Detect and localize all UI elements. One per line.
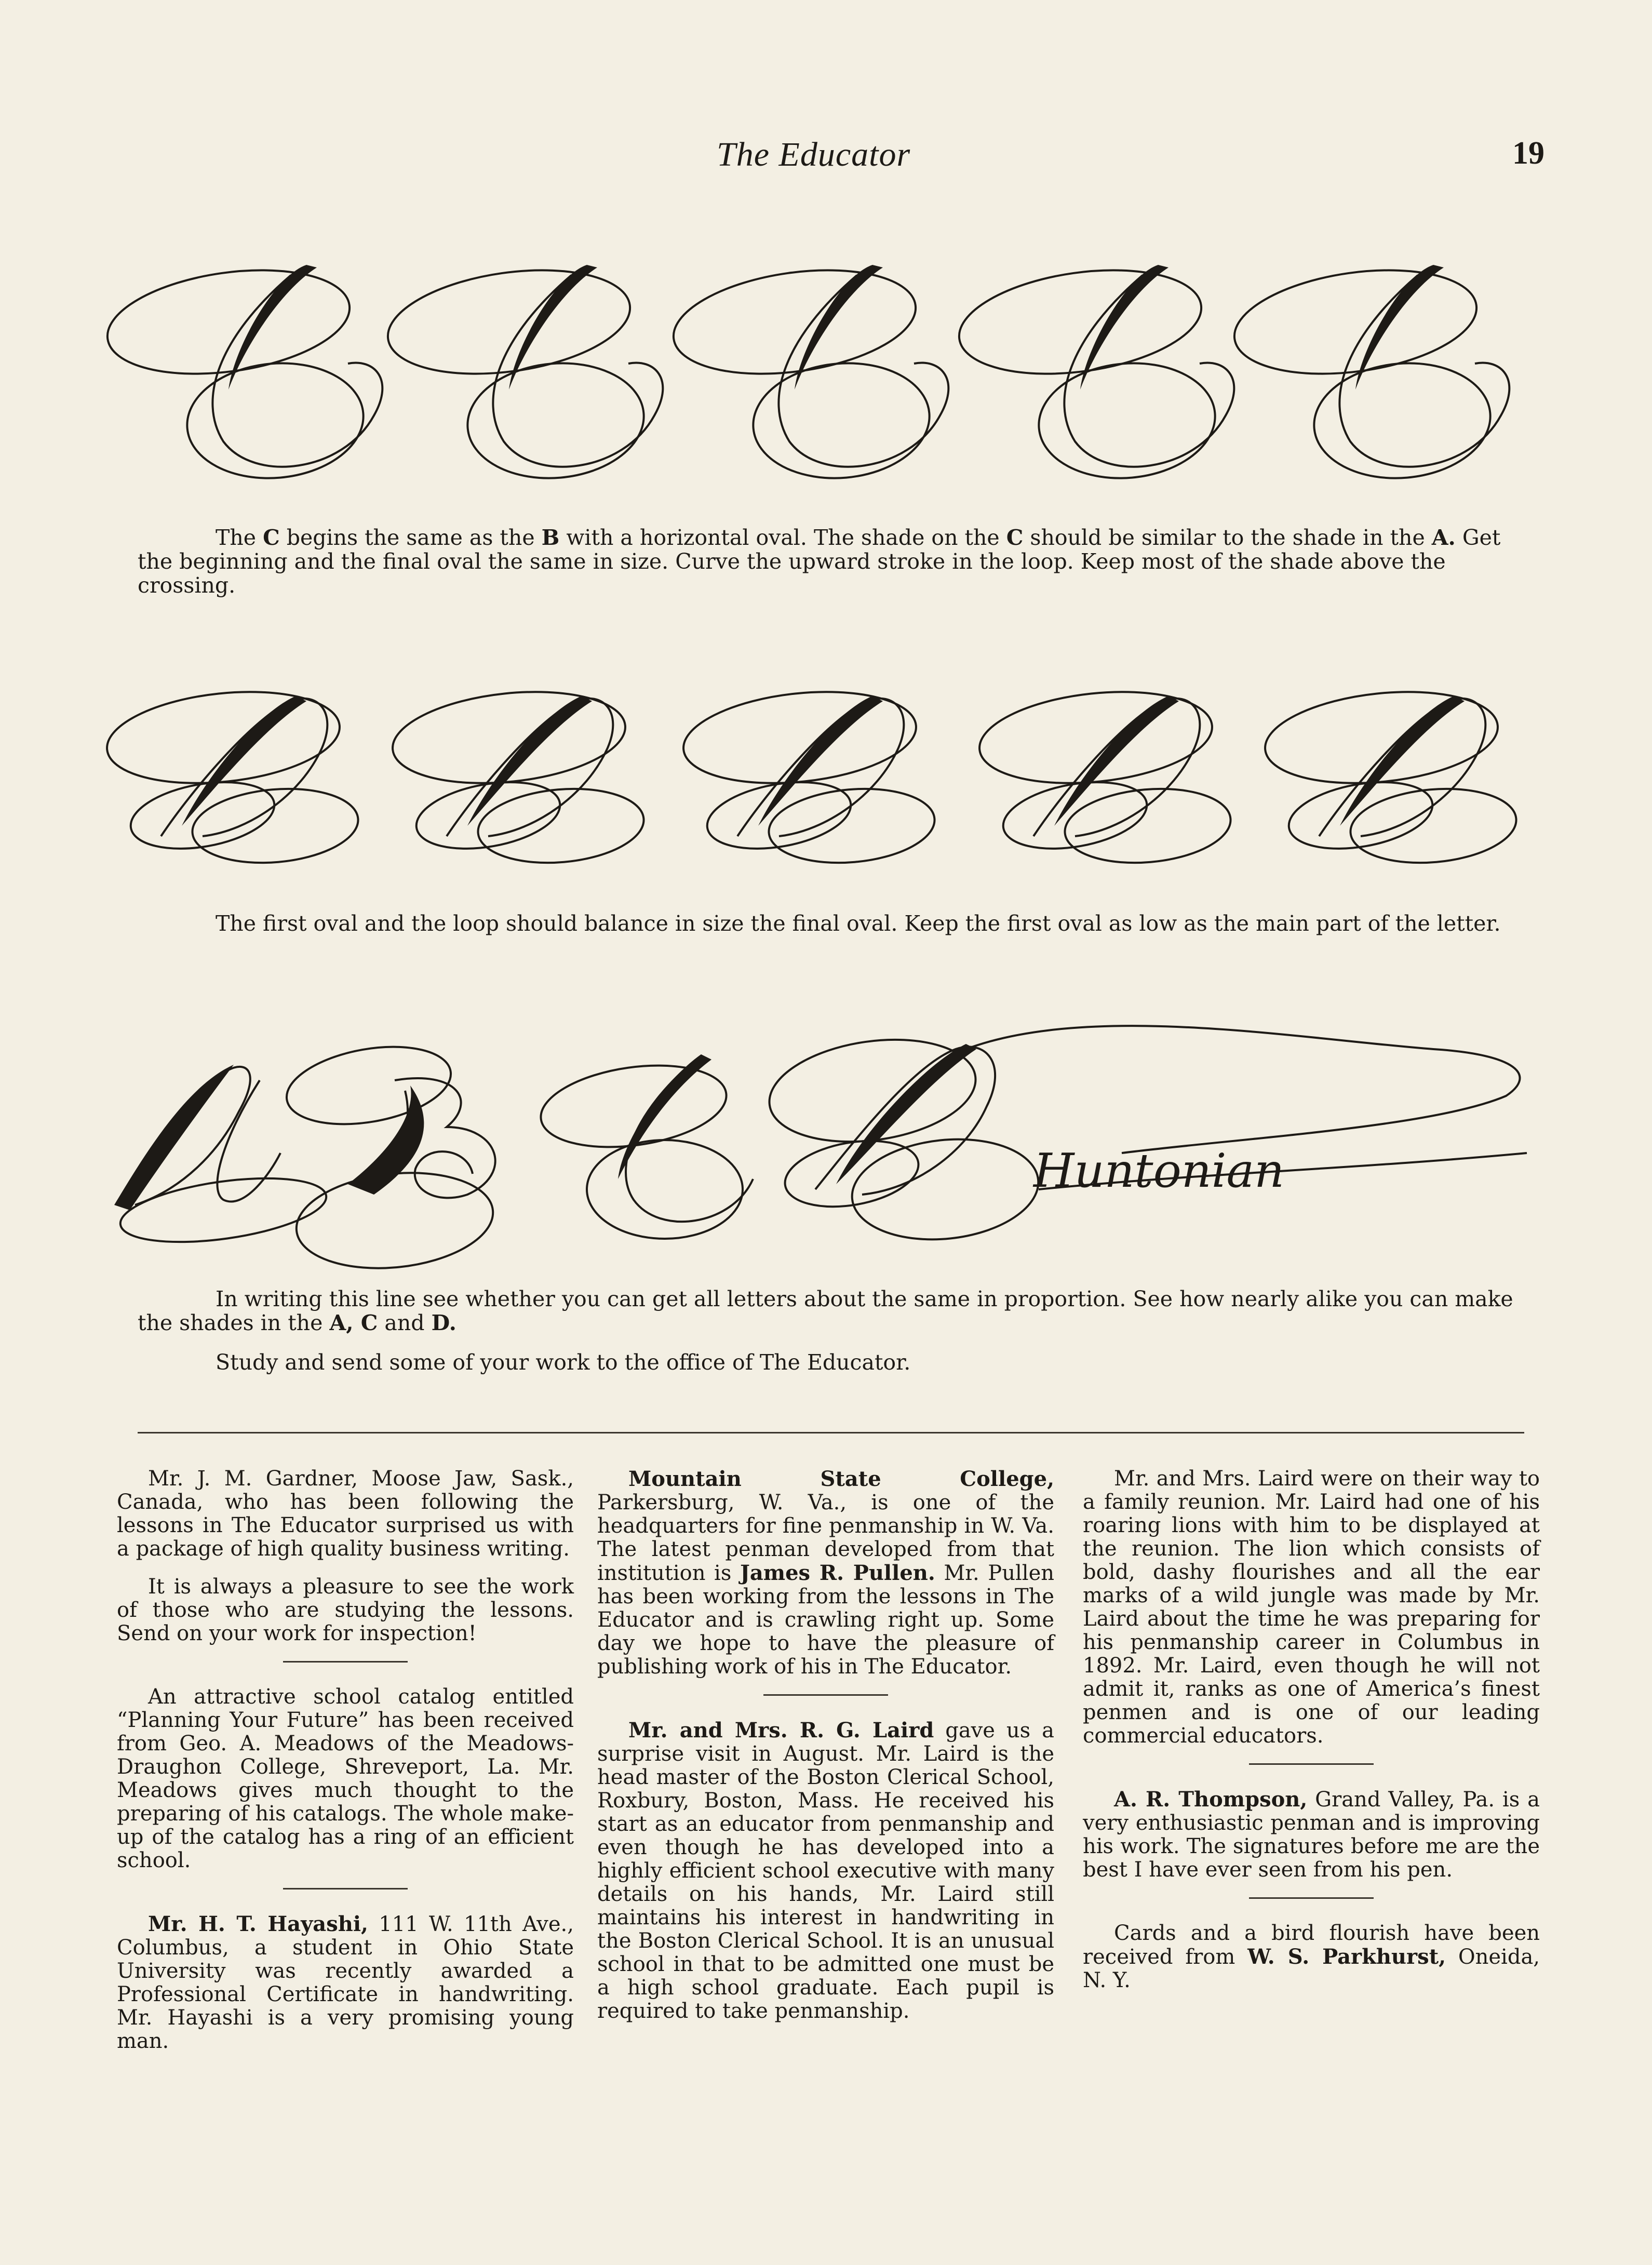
abcd-row-svg xyxy=(104,1018,1548,1283)
parkhurst-note xyxy=(1083,1922,1540,1992)
c-letter-a: A. xyxy=(1431,525,1456,550)
capital-d-specimen-line xyxy=(763,1027,1043,1248)
parkhurst-text-1: Cards and a bird flourish have been received from xyxy=(1083,1921,1540,1969)
thompson-name: A. R. Thompson, xyxy=(1114,1787,1308,1812)
catalog-note: An attractive school catalog entitled “Planning Your Future” has been received from Geo. A. Meadows of the Meadows-Draughon College, Shreveport, La. Mr. Meadows gives much thought to the preparing of his catalogs. The whole make-up of the catalog has a ring of an efficient school. xyxy=(117,1685,574,1872)
huntonian-script-word: Huntonian xyxy=(1033,1144,1285,1198)
c-text-3: with a horizontal oval. The shade on the xyxy=(559,525,1006,550)
page-header xyxy=(0,130,1652,192)
laird-note xyxy=(597,1719,1054,2023)
laird-name: Mr. and Mrs. R. G. Laird xyxy=(628,1718,934,1743)
study-note: Study and send some of your work to the office of The Educator. xyxy=(216,1350,911,1375)
gardner-note: Mr. J. M. Gardner, Moose Jaw, Sask., Canada, who has been following the lessons in The Educator surprised us with a package of high quality business writing. xyxy=(117,1467,574,1561)
pleasure-note: It is always a pleasure to see the work of those who are studying the lessons. Send on your work for inspection! xyxy=(117,1575,574,1645)
capital-d-specimens xyxy=(104,670,1548,893)
capital-d-specimen-4 xyxy=(975,681,1233,869)
capital-c-row-svg xyxy=(104,244,1548,504)
capital-d-instructions: The first oval and the loop should balance in size the final oval. Keep the first oval as low as the main part of the letter. xyxy=(216,911,1501,936)
c-text-5: Get the beginning and the final oval the same in size. Curve the upward stroke in the loop. Keep most of the shade above the crossing. xyxy=(138,525,1501,598)
reunion-note: Mr. and Mrs. Laird were on their way to a family reunion. Mr. Laird had one of his roaring lions with him to be displayed at the reunion. The lion which consists of bold, dashy flourishes and all the ear marks of a wild jungle was made by Mr. Laird about the time he was preparing for his penmanship career in Columbus in 1892. Mr. Laird, even though he will not admit it, ranks as one of America’s finest penmen and is one of our leading commercial educators. xyxy=(1083,1467,1540,1748)
capital-c-specimen-3 xyxy=(667,256,948,485)
hayashi-note xyxy=(117,1912,574,2053)
c-letter-c-2: C xyxy=(1006,525,1024,550)
c-text-4: should be similar to the shade in the xyxy=(1023,525,1432,550)
capital-d-specimen-3 xyxy=(679,681,937,869)
capital-c-instructions xyxy=(138,526,1529,597)
laird-text: gave us a surprise visit in August. Mr. Laird is the head master of the Boston Clerical School, Roxbury, Boston, Mass. He received his start as an educator from penmanship and even though he has developed into a highly efficient school executive with many details on his hands, Mr. Laird still maintains his interest in handwriting in the Boston Clerical School. It is an unusual school in that to be admitted one must be a high school graduate. Each pupil is required to take penmanship. xyxy=(597,1719,1054,2023)
line-text-1: In writing this line see whether you can get all letters about the same in proportion. See how nearly alike you can make the shades in the xyxy=(138,1286,1513,1335)
column-divider xyxy=(283,1661,408,1663)
column-divider xyxy=(763,1694,888,1696)
abcd-instructions xyxy=(138,1287,1529,1335)
column-divider xyxy=(283,1888,408,1889)
c-text-1: The xyxy=(216,525,263,550)
capital-c-specimen-line xyxy=(535,1055,753,1239)
news-column-3 xyxy=(1083,1467,1540,2007)
news-column-1 xyxy=(117,1467,574,2068)
thompson-note xyxy=(1083,1788,1540,1882)
capital-c-specimen-4 xyxy=(952,256,1234,485)
mountain-state-name: Mountain State College, xyxy=(628,1467,1054,1491)
column-divider xyxy=(1249,1897,1374,1899)
capital-c-specimens xyxy=(104,244,1548,504)
parkhurst-text-2: Oneida, N. Y. xyxy=(1083,1945,1540,1992)
capital-d-specimen-5 xyxy=(1260,681,1519,869)
c-letter-b: B xyxy=(541,525,560,550)
pullen-name: James R. Pullen. xyxy=(740,1561,935,1585)
c-letter-c: C xyxy=(263,525,280,550)
capital-c-specimen-2 xyxy=(381,256,663,485)
line-text-2: and xyxy=(378,1310,432,1335)
capital-c-specimen-1 xyxy=(104,256,382,485)
column-divider xyxy=(1249,1763,1374,1765)
abcd-specimen-line xyxy=(104,1018,1548,1283)
parkhurst-name: W. S. Parkhurst, xyxy=(1247,1945,1446,1969)
section-divider xyxy=(138,1432,1524,1433)
line-letter-d: D. xyxy=(431,1310,456,1335)
capital-d-row-svg xyxy=(104,670,1548,893)
capital-d-specimen-1 xyxy=(104,681,361,869)
line-letters-a-c: A, C xyxy=(329,1310,378,1335)
capital-d-specimen-2 xyxy=(388,681,647,869)
thompson-text: Grand Valley, Pa. is a very enthusiastic penman and is improving his work. The signatures before me are the best I have ever seen from his pen. xyxy=(1083,1788,1540,1882)
flourish-tail xyxy=(966,1026,1520,1153)
capital-c-specimen-5 xyxy=(1228,256,1509,485)
mountain-state-text-2: Mr. Pullen has been working from the lessons in The Educator and is crawling right up. Some day we hope to have the pleasure of publishing work of his in The Educator. xyxy=(597,1561,1055,1679)
mountain-state-note xyxy=(597,1467,1054,1679)
page-number: 19 xyxy=(1512,136,1544,171)
hayashi-text: 111 W. 11th Ave., Columbus, a student in Ohio State University was recently awarded a Professional Certificate in handwriting. Mr. Hayashi is a very promising young man. xyxy=(117,1912,574,2053)
news-column-2 xyxy=(597,1467,1054,2038)
c-text-2: begins the same as the xyxy=(279,525,542,550)
mountain-state-text-1: Parkersburg, W. Va., is one of the headquarters for fine penmanship in W. Va. The latest penman developed from that institution is xyxy=(597,1491,1054,1585)
magazine-title: The Educator xyxy=(717,136,911,173)
hayashi-name: Mr. H. T. Hayashi, xyxy=(148,1912,368,1936)
